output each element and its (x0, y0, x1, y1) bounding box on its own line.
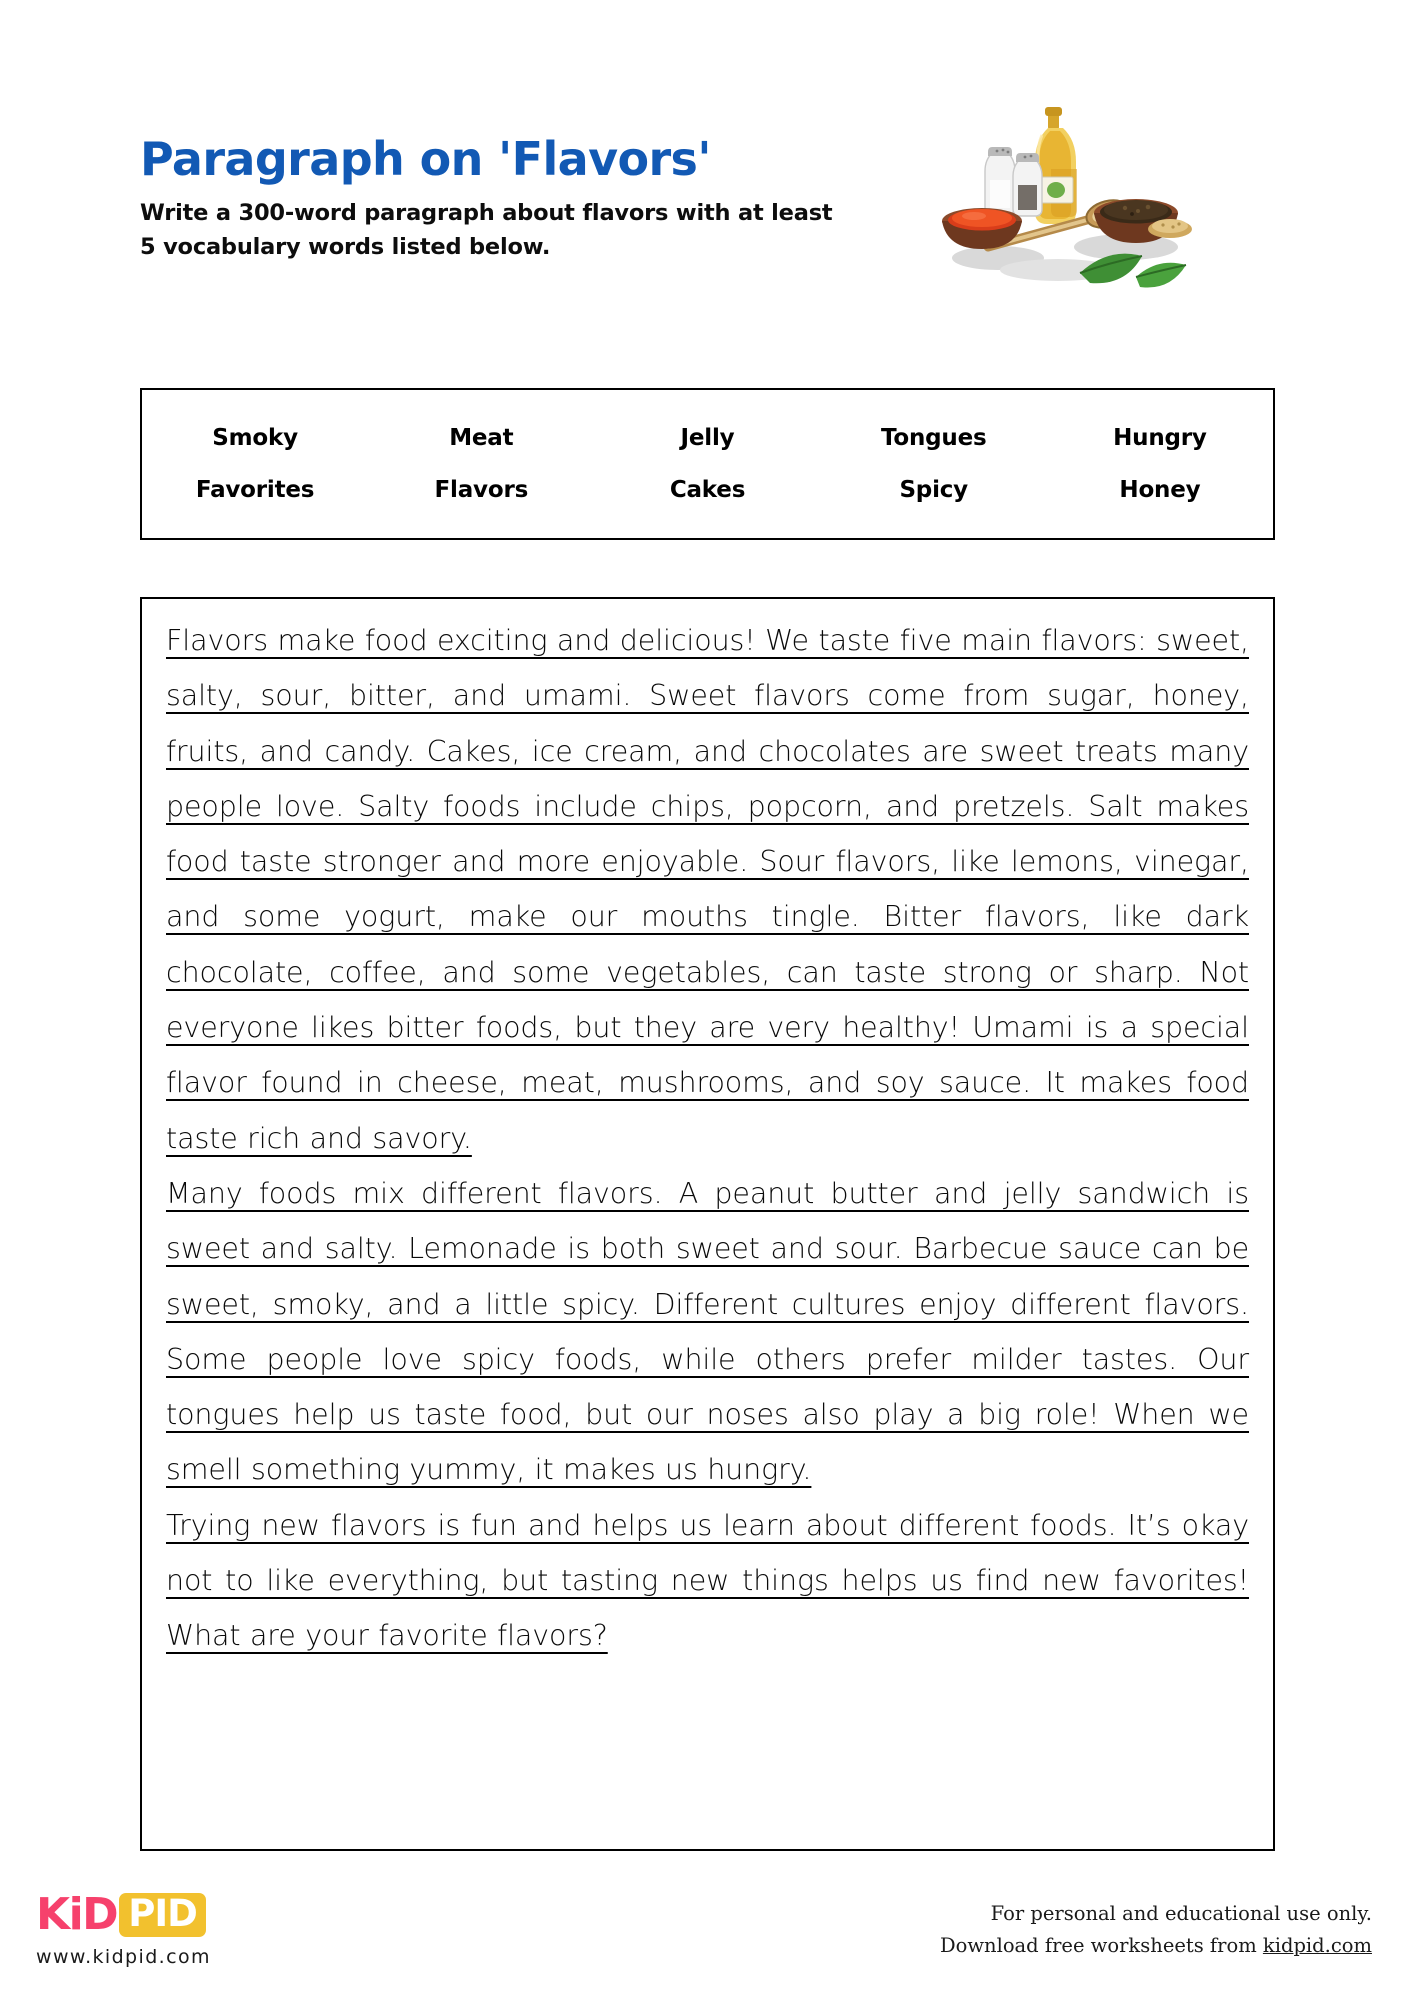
footer-usage-note (940, 1898, 1372, 1961)
logo-text-kid: KiD (36, 1889, 118, 1940)
spices-oil-bottle-illustration (930, 95, 1200, 305)
paragraph-block: Trying new flavors is fun and helps us learn about different foods. It’s okay not to like everything, but tasting new things helps us find new favorites! What are your favorite flavors? (166, 1508, 1249, 1653)
vocabulary-word: Honey (1119, 477, 1201, 503)
vocabulary-word: Favorites (195, 477, 315, 503)
logo-website-url: www.kidpid.com (36, 1946, 211, 1968)
vocabulary-word: Tongues (880, 425, 987, 451)
vocabulary-word: Smoky (212, 425, 298, 451)
kidpid-logo (36, 1889, 356, 1968)
vocabulary-word: Spicy (899, 477, 968, 503)
vocabulary-word: Flavors (434, 477, 529, 503)
vocabulary-word: Cakes (669, 477, 746, 503)
footer-note-line-1: For personal and educational use only. (990, 1902, 1372, 1925)
vocabulary-row (142, 477, 1273, 503)
vocabulary-word: Hungry (1113, 425, 1207, 451)
vocabulary-word: Meat (449, 425, 514, 451)
paragraph-block: Flavors make food exciting and delicious! We taste five main flavors: sweet, salty, sour, bitter, and umami. Sweet flavors come from sugar, honey, fruits, and candy. Cakes, ice cream, and chocolates are sweet treats many people love. Salty foods include chips, popcorn, and pretzels. Salt makes food taste stronger and more enjoyable. Sour flavors, like lemons, vinegar, and some yogurt, make our mouths tingle. Bitter flavors, like dark chocolate, coffee, and some vegetables, can taste strong or sharp. Not everyone likes bitter foods, but they are very healthy! Umami is a special flavor found in cheese, meat, mushrooms, and soy sauce. It makes food taste rich and savory. (166, 624, 1249, 1155)
logo-mark (36, 1889, 356, 1940)
footer-note-prefix: Download free worksheets from (939, 1933, 1263, 1957)
logo-text-pid: PID (119, 1893, 206, 1937)
paragraph-answer-box[interactable] (140, 597, 1275, 1851)
page-title: Paragraph on 'Flavors' (140, 132, 711, 186)
kidpid-link[interactable]: kidpid.com (1262, 1933, 1372, 1957)
footer-note-line-2 (940, 1930, 1372, 1962)
vocabulary-word: Jelly (680, 425, 735, 451)
paragraph-block: Many foods mix different flavors. A peanut butter and jelly sandwich is sweet and salty. Lemonade is both sweet and sour. Barbecue sauce can be sweet, smoky, and a little spicy. Different cultures enjoy different flavors. Some people love spicy foods, while others prefer milder tastes. Our tongues help us taste food, but our noses also play a big role! When we smell something yummy, it makes us hungry. (166, 1176, 1249, 1487)
vocabulary-word-box (140, 388, 1275, 540)
worksheet-header (140, 132, 900, 265)
vocabulary-row (142, 425, 1273, 451)
instructions-text: Write a 300-word paragraph about flavors with at least 5 vocabulary words listed below. (140, 200, 833, 261)
